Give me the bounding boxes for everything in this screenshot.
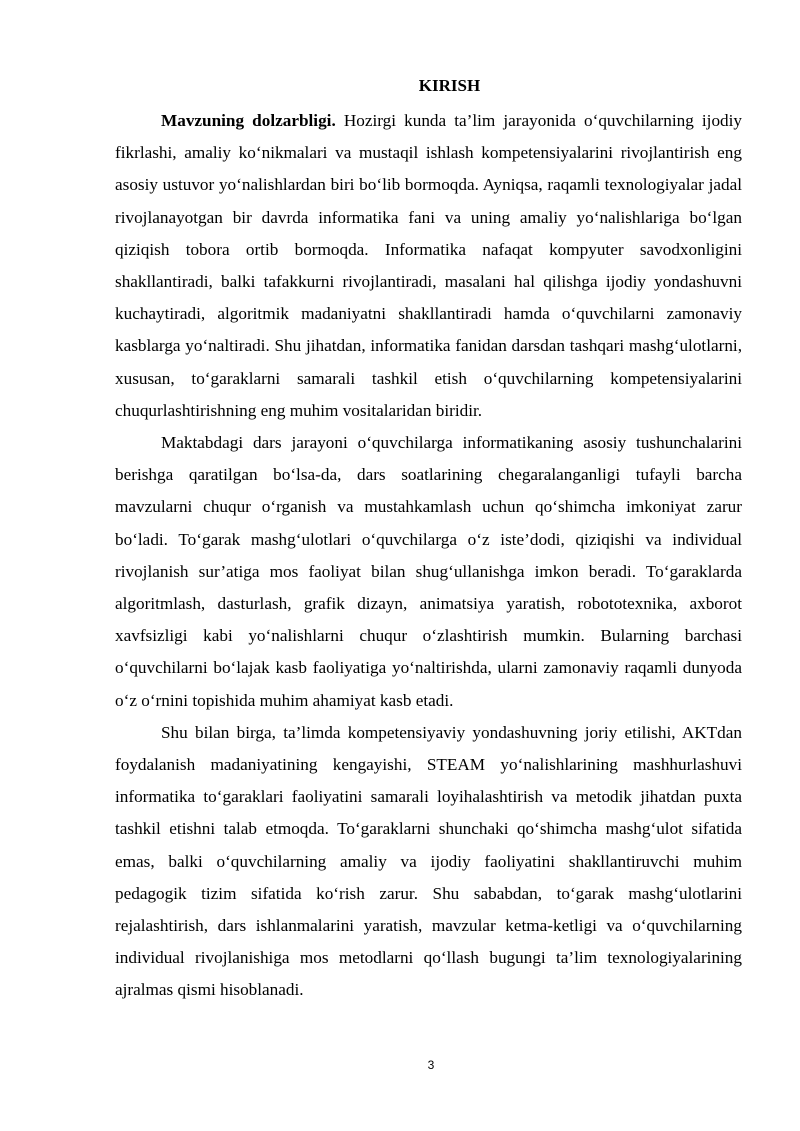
page-content [115, 76, 742, 1007]
paragraph-school-lessons [115, 427, 742, 717]
section-heading: KIRISH [418, 76, 481, 95]
paragraph-relevance [115, 105, 742, 427]
paragraph-text: Hozirgi kunda ta’lim jarayonida o‘quvchilarning ijodiy fikrlashi, amaliy ko‘nikmalari va mustaqil ishlash kompetensiyalarini rivojlantirish eng asosiy ustuvor yo‘nalishlardan biri bo‘lib bormoqda. Ayniqsa, raqamli texnologiyalar jadal rivojlanayotgan bir davrda informatika fani va uning amaliy yo‘nalishlariga bo‘lgan qiziqish tobora ortib bormoqda. Informatika nafaqat kompyuter savodxonligini shakllantiradi, balki tafakkurni rivojlantiradi, masalani hal qilishga ijodiy yondashuvni kuchaytiradi, algoritmik madaniyatni shakllantiradi hamda o‘quvchilarni zamonaviy kasblarga yo‘naltiradi. Shu jihatdan, informatika fanidan darsdan tashqari mashg‘ulotlarni, xususan, to‘garaklarni samarali tashkil etish o‘quvchilarning kompetensiyalarini chuqurlashtirishning eng muhim vositalaridan biridir. [115, 111, 743, 420]
paragraph-text: Maktabdagi dars jarayoni o‘quvchilarga informatikaning asosiy tushunchalarini berishga qaratilgan bo‘lsa-da, dars soatlarining chegaralanganligi tufayli barcha mavzularni chuqur o‘rganish va mustahkamlash uchun qo‘shimcha imkoniyat zarur bo‘ladi. To‘garak mashg‘ulotlari o‘quvchilarga o‘z iste’dodi, qiziqishi va individual rivojlanish sur’atiga mos faoliyat bilan shug‘ullanishga imkon beradi. To‘garaklarda algoritmlash, dasturlash, grafik dizayn, animatsiya yaratish, robototexnika, axborot xavfsizligi kabi yo‘nalishlarni chuqur o‘zlashtirish mumkin. Bularning barchasi o‘quvchilarni bo‘lajak kasb faoliyatiga yo‘naltirishda, ularni zamonaviy raqamli dunyoda o‘z o‘rnini topishida muhim ahamiyat kasb etadi. [115, 433, 742, 710]
paragraph-competency-approach [115, 717, 742, 1007]
page-number: 3 [427, 1058, 435, 1072]
paragraph-lead: Mavzuning dolzarbligi. [161, 111, 336, 130]
paragraph-text: Shu bilan birga, ta’limda kompetensiyaviy yondashuvning joriy etilishi, AKTdan foydalanish madaniyatining kengayishi, STEAM yo‘nalishlarining mashhurlashuvi informatika to‘garaklari faoliyatini samarali loyihalashtirish va metodik jihatdan puxta tashkil etishni talab etmoqda. To‘garaklarni shunchaki qo‘shimcha mashg‘ulot sifatida emas, balki o‘quvchilarning amaliy va ijodiy faoliyatini shakllantiruvchi muhim pedagogik tizim sifatida ko‘rish zarur. Shu sababdan, to‘garak mashg‘ulotlarini rejalashtirish, dars ishlanmalarini yaratish, mavzular ketma-ketligi va o‘quvchilarning individual rivojlanishiga mos metodlarni qo‘llash bugungi ta’lim texnologiyalarining ajralmas qismi hisoblanadi. [115, 722, 742, 1000]
